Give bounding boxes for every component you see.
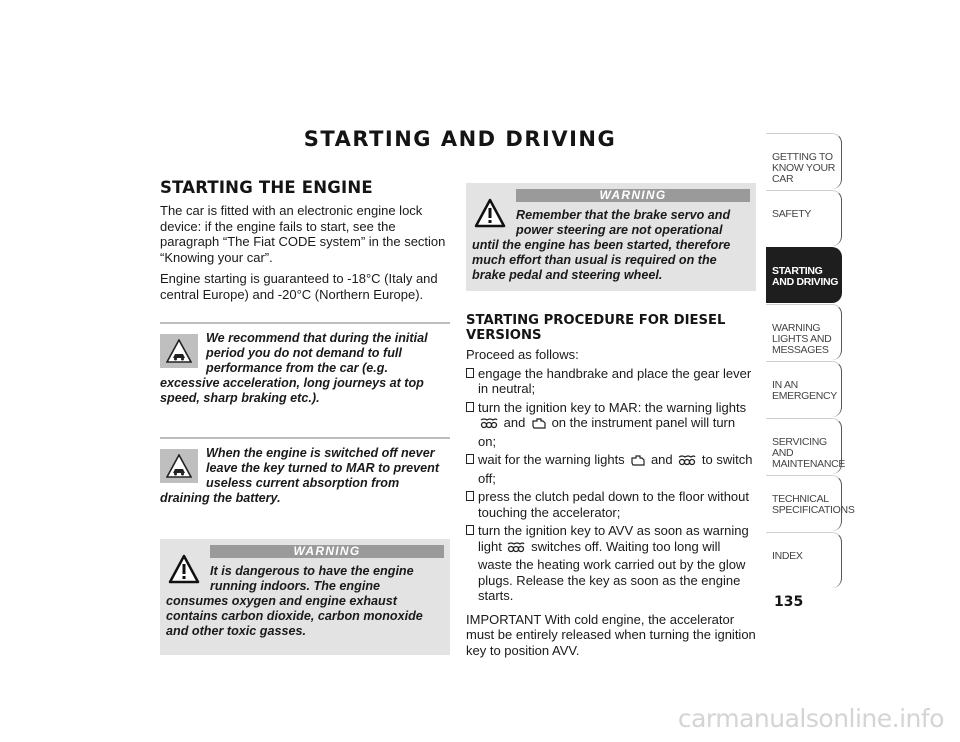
section-title-diesel-procedure: STARTING PROCEDURE FOR DIESEL VERSIONS <box>466 313 726 343</box>
glow-plug-icon <box>678 455 696 471</box>
warning-label: WARNING <box>516 189 750 202</box>
list-item <box>466 523 756 604</box>
step-text: wait for the warning lights <box>478 452 625 467</box>
warning-triangle-icon <box>166 550 202 588</box>
step-text: turn the ignition key to MAR: the warning lights <box>478 399 747 415</box>
car-note-icon <box>160 449 198 483</box>
car-note-icon <box>160 334 198 368</box>
tab-warning-lights-and-messages[interactable]: WARNING LIGHTS AND MESSAGES <box>766 304 842 360</box>
glow-plug-icon <box>480 418 498 434</box>
note-key-mar-text: When the engine is switched off never leave the key turned to MAR to prevent useless current absorption from draining the battery. <box>160 446 440 505</box>
tab-servicing-and-maintenance[interactable]: SERVICING AND MAINTENANCE <box>766 418 842 474</box>
step-text: press the clutch pedal down to the floor without touching the accelerator; <box>478 489 749 520</box>
list-item <box>466 400 756 450</box>
watermark: carmanualsonline.info <box>677 704 944 733</box>
warning-triangle-icon <box>472 194 508 232</box>
page-number: 135 <box>774 594 804 610</box>
chapter-tabs <box>766 133 855 589</box>
tab-index[interactable]: INDEX <box>766 532 842 588</box>
procedure-intro: Proceed as follows: <box>466 347 579 362</box>
paragraph-starting-temperature: Engine starting is guaranteed to -18°C (Italy and central Europe) and -20°C (Northern Europe). <box>160 271 438 302</box>
step-text: turn the ignition key to AVV as soon as warning light <box>478 523 749 554</box>
step-text: switches off. Waiting too long will waste the heating work carried out by the glow plugs. Release the key as soon as the engine starts. <box>478 538 746 603</box>
warning-brake-servo-text: Remember that the brake servo and power steering are not operational until the engine has been started, therefore much effort than usual is required on the brake pedal and steering wheel. <box>472 208 731 282</box>
note-key-mar <box>160 437 450 506</box>
list-item <box>466 452 756 486</box>
checkbox-bullet-icon <box>466 491 474 501</box>
step-text: engage the handbrake and place the gear lever in neutral; <box>478 365 752 396</box>
checkbox-bullet-icon <box>466 402 474 412</box>
step-text: to switch off; <box>478 452 753 486</box>
glow-plug-icon <box>507 542 525 558</box>
step-text: and <box>650 452 673 467</box>
paragraph-engine-lock: The car is fitted with an electronic engine lock device: if the engine fails to start, see the paragraph “The Fiat CODE system” in the section “Knowing your car”. <box>160 203 446 265</box>
warning-indoors-text: It is dangerous to have the engine running indoors. The engine consumes oxygen and engine exhaust contains carbon dioxide, carbon monoxide and other toxic gasses. <box>166 564 423 638</box>
warning-box-indoors <box>160 539 450 655</box>
right-column <box>466 183 756 664</box>
checkbox-bullet-icon <box>466 454 474 464</box>
warning-label: WARNING <box>210 545 444 558</box>
checkbox-bullet-icon <box>466 525 474 535</box>
list-item <box>466 489 756 520</box>
tab-in-an-emergency[interactable]: IN AN EMERGENCY <box>766 361 842 417</box>
tab-getting-to-know-your-car[interactable]: GETTING TO KNOW YOUR CAR <box>766 133 842 189</box>
checkbox-bullet-icon <box>466 368 474 378</box>
note-initial-period-text: We recommend that during the initial period you do not demand to full performance from the car (e.g. excessive acceleration, long journeys at top speed, sharp braking etc.). <box>160 331 428 405</box>
step-text: and <box>503 415 526 430</box>
warning-box-brake-servo <box>466 183 756 291</box>
section-title-starting-engine: STARTING THE ENGINE <box>160 178 373 197</box>
step-text: on the instrument panel will turn on; <box>478 415 736 449</box>
procedure-steps <box>466 366 756 604</box>
tab-technical-specifications[interactable]: TECHNICAL SPECIFICATIONS <box>766 475 842 531</box>
left-column <box>160 178 450 655</box>
page-title: STARTING AND DRIVING <box>303 127 617 151</box>
tab-safety[interactable]: SAFETY <box>766 190 842 246</box>
note-initial-period <box>160 322 450 406</box>
tab-starting-and-driving[interactable]: STARTING AND DRIVING <box>766 247 842 303</box>
engine-icon <box>531 417 546 434</box>
important-note: IMPORTANT With cold engine, the accelerator must be entirely released when turning the ignition key to position AVV. <box>466 611 756 658</box>
engine-icon <box>630 454 645 471</box>
list-item <box>466 366 756 397</box>
